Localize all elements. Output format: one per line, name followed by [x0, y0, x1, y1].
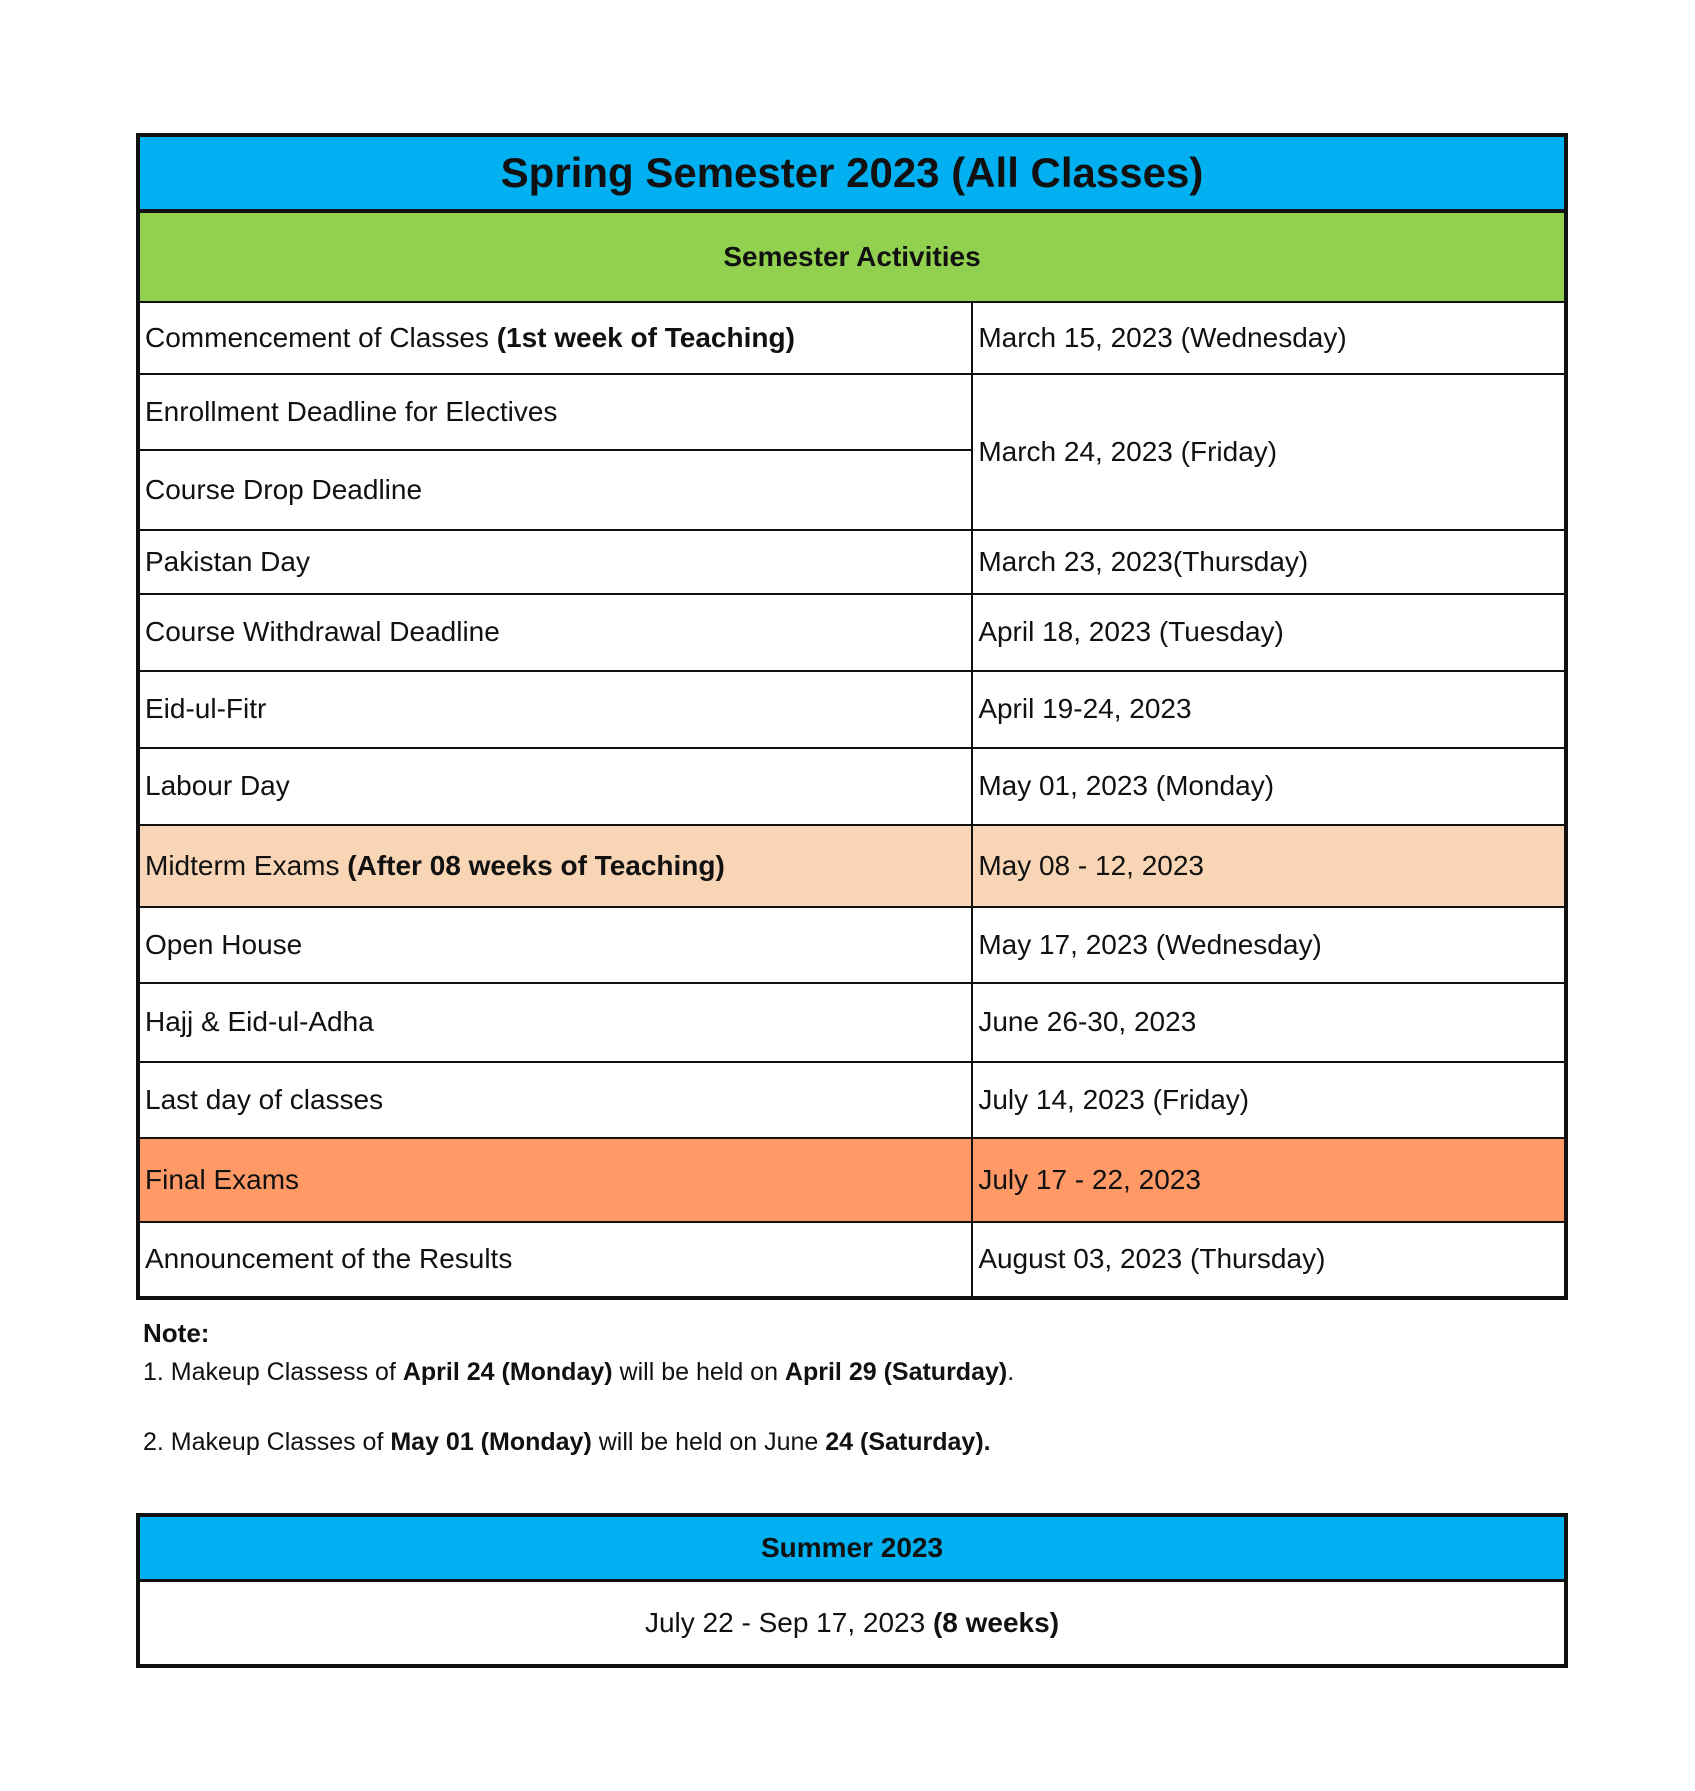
date-cell: July 17 - 22, 2023 — [972, 1138, 1566, 1222]
date-cell: March 23, 2023(Thursday) — [972, 530, 1566, 594]
activity-cell: Labour Day — [138, 748, 972, 825]
date-cell: May 17, 2023 (Wednesday) — [972, 907, 1566, 983]
table-row — [138, 1222, 1566, 1298]
date-cell: July 14, 2023 (Friday) — [972, 1062, 1566, 1138]
summer-table — [136, 1513, 1568, 1668]
semester-title: Spring Semester 2023 (All Classes) — [138, 135, 1566, 211]
table-row-final — [138, 1138, 1566, 1222]
date-cell: April 18, 2023 (Tuesday) — [972, 594, 1566, 671]
spring-semester-table — [136, 133, 1568, 1300]
date-cell: April 19-24, 2023 — [972, 671, 1566, 748]
date-cell: May 01, 2023 (Monday) — [972, 748, 1566, 825]
activity-cell: Last day of classes — [138, 1062, 972, 1138]
activity-cell: Eid-ul-Fitr — [138, 671, 972, 748]
activity-cell: Enrollment Deadline for Electives — [138, 374, 972, 450]
table-row-midterm — [138, 825, 1566, 907]
date-cell: May 08 - 12, 2023 — [972, 825, 1566, 907]
table-row — [138, 671, 1566, 748]
table-row — [138, 983, 1566, 1062]
date-cell: June 26-30, 2023 — [972, 983, 1566, 1062]
date-cell: March 15, 2023 (Wednesday) — [972, 302, 1566, 374]
activity-cell: Pakistan Day — [138, 530, 972, 594]
summer-dates: July 22 - Sep 17, 2023 (8 weeks) — [644, 1607, 1060, 1638]
date-cell: March 24, 2023 (Friday) — [972, 374, 1566, 530]
note-title: Note: — [143, 1318, 210, 1348]
activity-cell: Course Drop Deadline — [138, 450, 972, 530]
note-line-2: 2. Makeup Classes of May 01 (Monday) will be held on June 24 (Saturday). — [143, 1428, 991, 1457]
activity-cell: Midterm Exams (After 08 weeks of Teaching) — [138, 825, 972, 907]
summer-title: Summer 2023 — [138, 1515, 1566, 1581]
activity-cell: Announcement of the Results — [138, 1222, 972, 1298]
activity-cell: Final Exams — [138, 1138, 972, 1222]
activity-cell: Open House — [138, 907, 972, 983]
activity-cell: Hajj & Eid-ul-Adha — [138, 983, 972, 1062]
date-cell: August 03, 2023 (Thursday) — [972, 1222, 1566, 1298]
table-row — [138, 594, 1566, 671]
table-row — [138, 302, 1566, 374]
notes — [143, 1318, 1543, 1457]
table-row — [138, 374, 1566, 450]
activity-cell: Course Withdrawal Deadline — [138, 594, 972, 671]
semester-activities-header: Semester Activities — [138, 211, 1566, 302]
activity-cell: Commencement of Classes (1st week of Teaching) — [138, 302, 972, 374]
note-line-1: 1. Makeup Classess of April 24 (Monday) will be held on April 29 (Saturday). — [143, 1358, 1015, 1387]
table-row — [138, 748, 1566, 825]
table-row — [138, 907, 1566, 983]
table-row — [138, 530, 1566, 594]
table-row — [138, 1062, 1566, 1138]
